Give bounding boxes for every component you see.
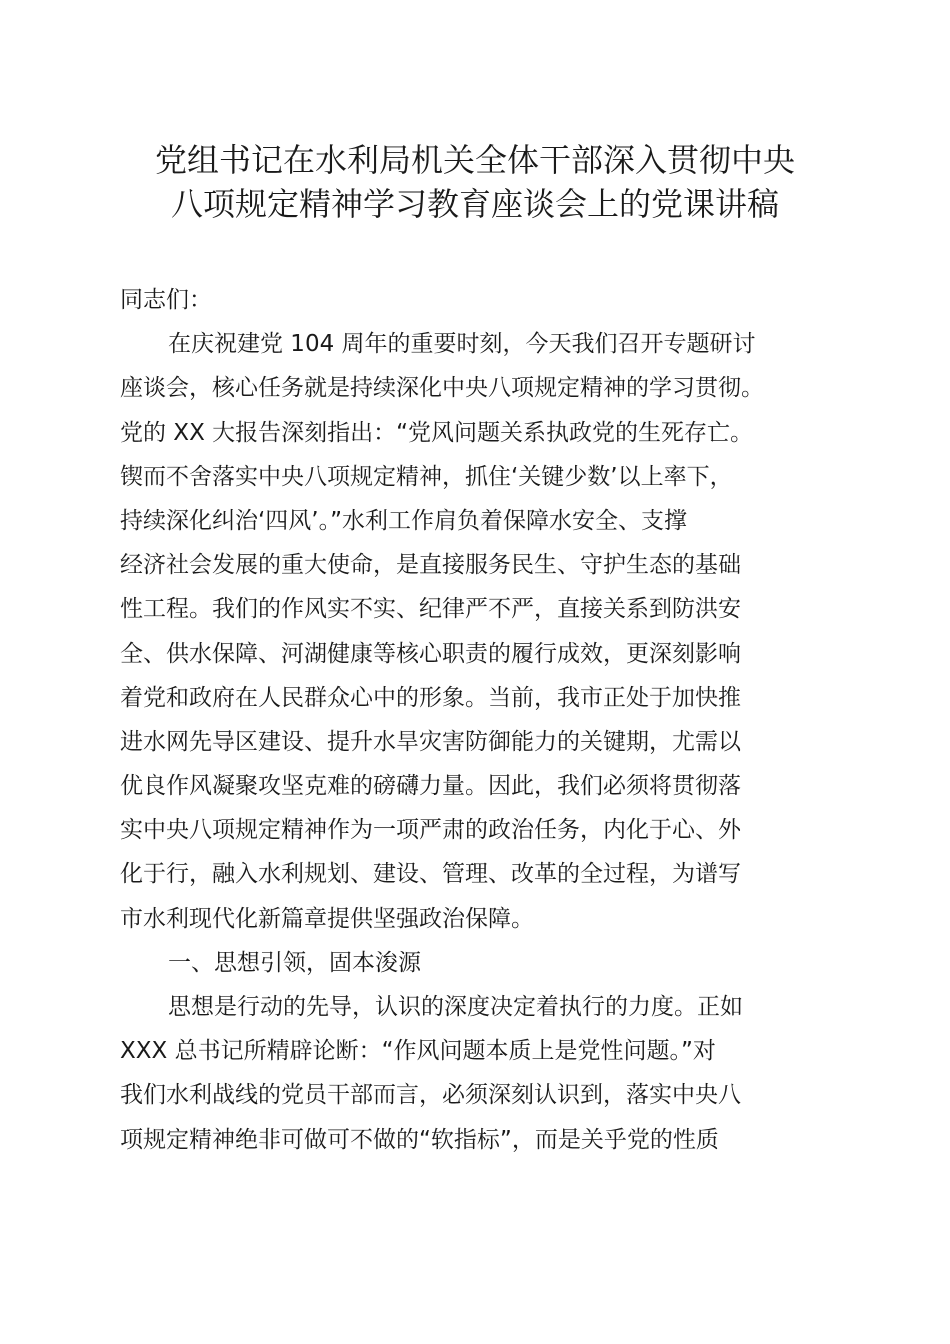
paragraph-line: 化于行，融入水利规划、建设、管理、改革的全过程，为谱写 (120, 861, 741, 888)
paragraph-line: 座谈会，核心任务就是持续深化中央八项规定精神的学习贯彻。 (120, 375, 764, 402)
paragraph-line: 持续深化纠治‘四风’。”水利工作肩负着保障水安全、支撑 (120, 507, 688, 534)
paragraph-line: 着党和政府在人民群众心中的形象。当前，我市正处于加快推 (120, 684, 741, 711)
title-line-1: 党组书记在水利局机关全体干部深入贯彻中央 (154, 141, 795, 179)
paragraph-line: 经济社会发展的重大使命，是直接服务民生、守护生态的基础 (120, 552, 741, 579)
paragraph-line: 市水利现代化新篇章提供坚强政治保障。 (120, 905, 534, 932)
document-body (120, 278, 836, 1162)
paragraph-line: 全、供水保障、河湖健康等核心职责的履行成效，更深刻影响 (120, 640, 741, 667)
paragraph-line: 在庆祝建党 104 周年的重要时刻，今天我们召开专题研讨 (168, 331, 756, 358)
paragraph-line: XXX 总书记所精辟论断：“作风问题本质上是党性问题。”对 (120, 1038, 716, 1065)
paragraph-line: 优良作风凝聚攻坚克难的磅礴力量。因此，我们必须将贯彻落 (120, 773, 741, 800)
paragraph-line: 我们水利战线的党员干部而言，必须深刻认识到，落实中央八 (120, 1082, 741, 1109)
paragraph-line: 进水网先导区建设、提升水旱灾害防御能力的关键期，尤需以 (120, 728, 741, 755)
paragraph-line: 性工程。我们的作风实不实、纪律严不严，直接关系到防洪安 (120, 596, 741, 623)
title-line-2: 八项规定精神学习教育座谈会上的党课讲稿 (170, 185, 779, 223)
paragraph-line: 锲而不舍落实中央八项规定精神，抓住‘关键少数’以上率下， (120, 463, 733, 490)
paragraph-line: 党的 XX 大报告深刻指出：“党风问题关系执政党的生死存亡。 (120, 419, 754, 446)
section-heading: 一、思想引领，固本浚源 (168, 949, 421, 976)
paragraph-line: 思想是行动的先导，认识的深度决定着执行的力度。正如 (168, 994, 743, 1020)
salutation: 同志们： (120, 287, 212, 313)
paragraph-line: 项规定精神绝非可做可不做的“软指标”，而是关乎党的性质 (120, 1126, 719, 1153)
paragraph-line: 实中央八项规定精神作为一项严肃的政治任务，内化于心、外 (120, 817, 741, 844)
document-title (100, 138, 850, 226)
